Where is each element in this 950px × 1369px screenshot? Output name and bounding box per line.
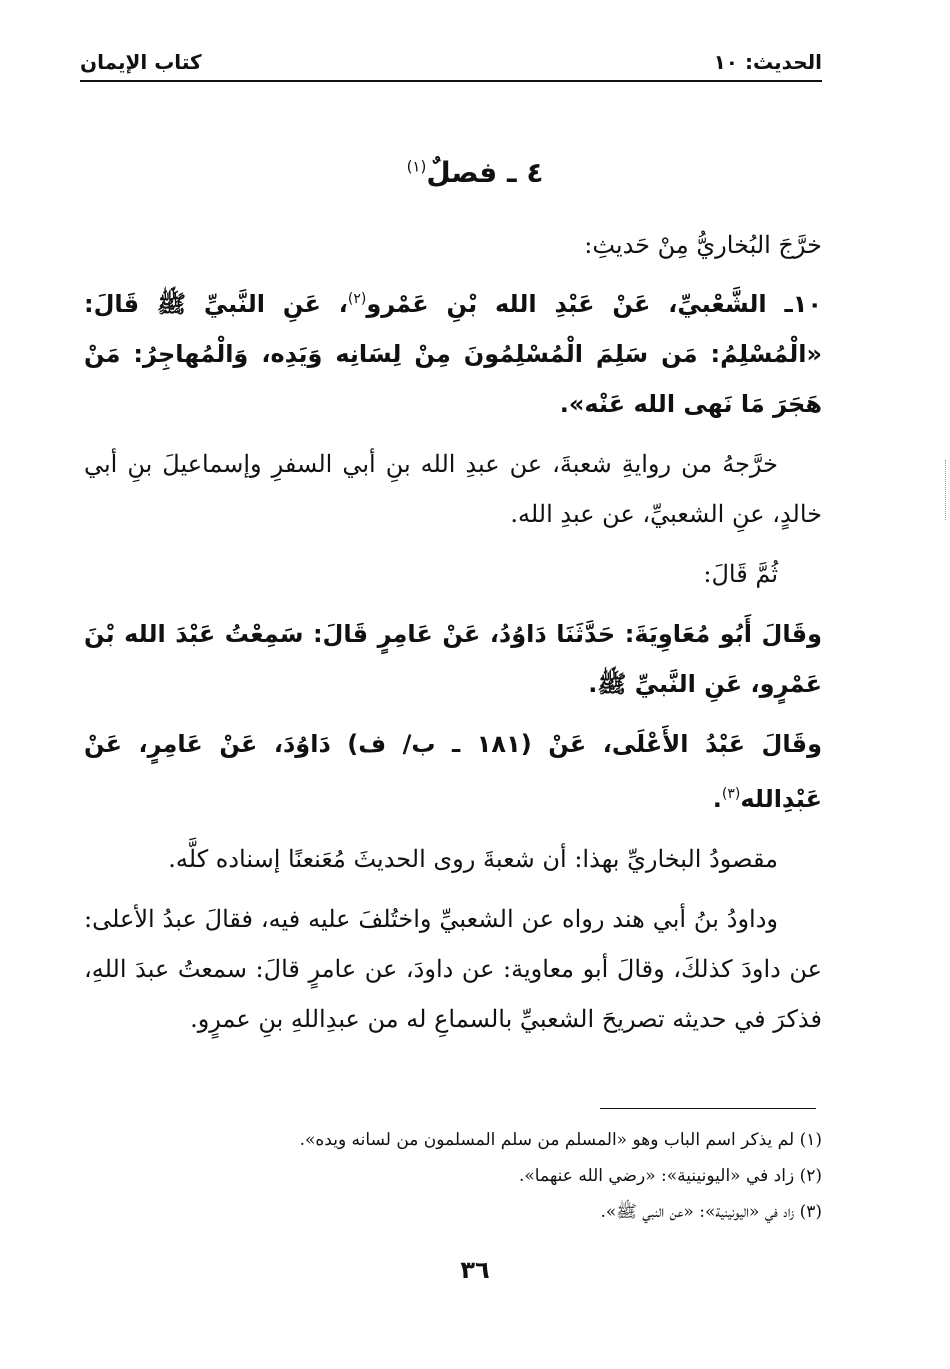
- hadith-text: [84, 274, 822, 429]
- footnote-1: (١) لم يذكر اسم الباب وهو «المسلم من سلم المسلمون من لسانه ويده».: [299, 1130, 822, 1150]
- footnote-rule: [600, 1108, 816, 1109]
- footnotes: [84, 1122, 822, 1230]
- header-rule: [80, 80, 822, 82]
- narration-paragraph-2: [84, 719, 822, 824]
- intro-line: خرَّجَ البُخاريُّ مِنْ حَديثِ:: [584, 231, 822, 259]
- page-number: ٣٦: [460, 1256, 490, 1284]
- hadith-text-part2: ، عَنِ النَّبيِّ ﷺ قَالَ: «الْمُسْلِمُ: مَن سَلِمَ الْمُسْلِمُونَ مِنْ لِسَانِه وَيَدِه، وَالْمُهاجِرُ: مَنْ هَجَرَ مَا نَهى الله عَنْه».: [84, 290, 822, 418]
- hadith-text-part1: ١٠ـ الشَّعْبيِّ، عَنْ عَبْدِ الله بْنِ عَمْرو: [366, 290, 822, 318]
- narration-2-part1: وقَالَ عَبْدُ الأَعْلَى، عَنْ (١٨١ ـ ب/ ف) دَاوُدَ، عَنْ عَامِرٍ، عَنْ عَبْدِالله: [84, 730, 822, 813]
- commentary-paragraph-4: وداودُ بنُ أبي هند رواه عن الشعبيِّ واختُلفَ عليه فيه، فقالَ عبدُ الأعلى: عن داودَ كذلكَ، وقالَ أبو معاوية: عن داودَ، عن عامرٍ قالَ: سمعتُ عبدَ اللهِ، فذكرَ في حديثه تصريحَ الشعبيِّ بالسماعِ له من عبدِاللهِ بنِ عمرٍو.: [84, 905, 822, 1033]
- commentary-paragraph-1: خرَّجهُ من روايةِ شعبةَ، عن عبدِ الله بنِ أبي السفرِ وإسماعيلَ بنِ أبي خالدٍ، عنِ الشعبيِّ، عن عبدِ الله.: [84, 450, 822, 528]
- narration-2-part2: .: [712, 785, 722, 813]
- section-title-text: ٤ ـ فصلٌ: [426, 156, 544, 189]
- section-title: [0, 156, 950, 189]
- footnote-3: (٣) زاد في «اليونينية»: «عن النبي ﷺ».: [600, 1202, 822, 1222]
- header-hadith-label: الحديث: ١٠: [713, 50, 822, 74]
- hadith-footnote-ref: (٢): [347, 291, 367, 307]
- running-header: [80, 42, 822, 74]
- commentary-paragraph-3: مقصودُ البخاريِّ بهذا: أن شعبةَ روى الحديثَ مُعَنعنًا إسناده كلَّه.: [168, 845, 778, 873]
- header-book-title: كتاب الإيمان: [80, 50, 202, 74]
- narration-2-footnote-ref: (٣): [721, 786, 741, 802]
- commentary-paragraph-2: ثُمَّ قَالَ:: [703, 560, 778, 588]
- main-text: [84, 220, 822, 1054]
- footnote-2: (٢) زاد في «اليونينية»: «رضي الله عنهما».: [519, 1166, 822, 1186]
- section-footnote-ref: (١): [406, 157, 427, 176]
- narration-paragraph-1: وقَالَ أَبُو مُعَاوِيَةَ: حَدَّثَنَا دَاوُدُ، عَنْ عَامِرٍ قَالَ: سَمِعْتُ عَبْدَ الله بْنَ عَمْرٍو، عَنِ النَّبيِّ ﷺ.: [84, 620, 822, 698]
- margin-mark: [943, 460, 946, 520]
